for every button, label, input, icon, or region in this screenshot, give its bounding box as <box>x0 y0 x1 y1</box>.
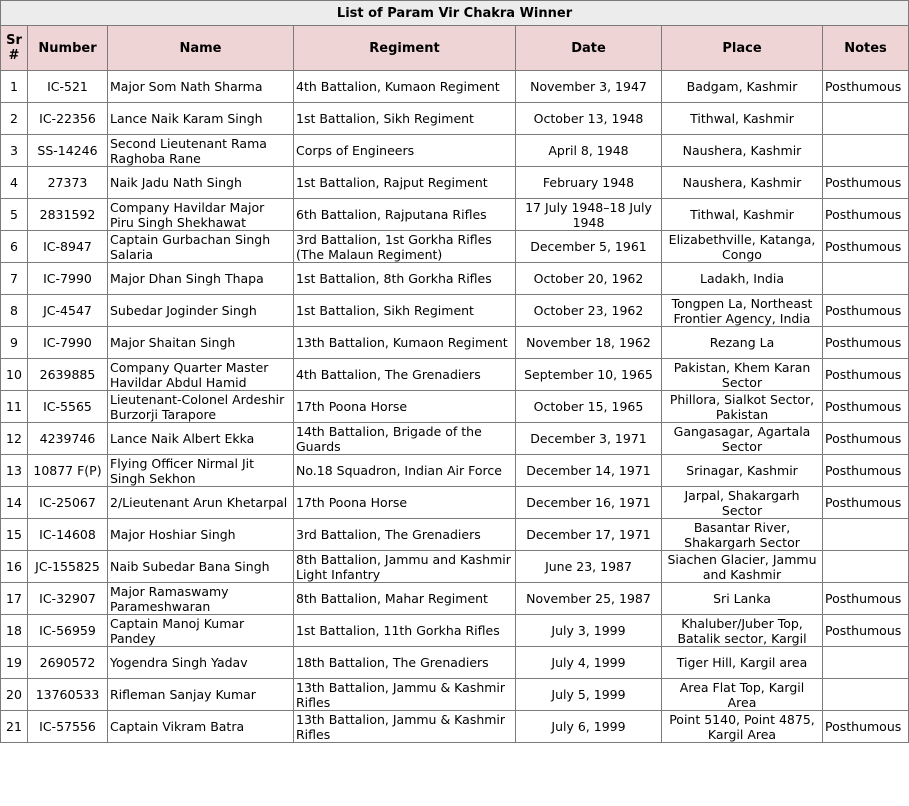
cell-date: October 20, 1962 <box>516 263 662 295</box>
cell-sr: 3 <box>1 135 28 167</box>
cell-place: Tiger Hill, Kargil area <box>662 647 823 679</box>
cell-number: IC-7990 <box>28 327 108 359</box>
table-title-row <box>1 1 909 26</box>
cell-notes <box>823 263 909 295</box>
cell-notes: Posthumous <box>823 359 909 391</box>
header-name: Name <box>108 26 294 71</box>
cell-regiment: 3rd Battalion, 1st Gorkha Rifles (The Malaun Regiment) <box>294 231 516 263</box>
cell-notes: Posthumous <box>823 231 909 263</box>
cell-notes: Posthumous <box>823 391 909 423</box>
cell-date: February 1948 <box>516 167 662 199</box>
cell-notes: Posthumous <box>823 167 909 199</box>
cell-regiment: 17th Poona Horse <box>294 487 516 519</box>
table-row <box>1 199 909 231</box>
cell-date: October 23, 1962 <box>516 295 662 327</box>
cell-place: Gangasagar, Agartala Sector <box>662 423 823 455</box>
table-row <box>1 487 909 519</box>
table-row <box>1 647 909 679</box>
cell-date: December 17, 1971 <box>516 519 662 551</box>
cell-regiment: 1st Battalion, 8th Gorkha Rifles <box>294 263 516 295</box>
cell-date: April 8, 1948 <box>516 135 662 167</box>
cell-number: 10877 F(P) <box>28 455 108 487</box>
cell-notes <box>823 103 909 135</box>
cell-notes: Posthumous <box>823 583 909 615</box>
cell-sr: 7 <box>1 263 28 295</box>
cell-date: 17 July 1948–18 July 1948 <box>516 199 662 231</box>
cell-date: July 3, 1999 <box>516 615 662 647</box>
cell-name: Naib Subedar Bana Singh <box>108 551 294 583</box>
cell-name: Major Shaitan Singh <box>108 327 294 359</box>
cell-date: November 25, 1987 <box>516 583 662 615</box>
cell-regiment: 18th Battalion, The Grenadiers <box>294 647 516 679</box>
cell-sr: 1 <box>1 71 28 103</box>
header-regiment: Regiment <box>294 26 516 71</box>
cell-name: Captain Vikram Batra <box>108 711 294 743</box>
header-number: Number <box>28 26 108 71</box>
cell-place: Elizabethville, Katanga, Congo <box>662 231 823 263</box>
table-body <box>1 71 909 743</box>
table-title: List of Param Vir Chakra Winner <box>1 1 909 26</box>
cell-regiment: 14th Battalion, Brigade of the Guards <box>294 423 516 455</box>
table-row <box>1 359 909 391</box>
cell-place: Point 5140, Point 4875, Kargil Area <box>662 711 823 743</box>
table-row <box>1 391 909 423</box>
cell-sr: 13 <box>1 455 28 487</box>
cell-regiment: 1st Battalion, Sikh Regiment <box>294 295 516 327</box>
cell-regiment: No.18 Squadron, Indian Air Force <box>294 455 516 487</box>
cell-name: 2/Lieutenant Arun Khetarpal <box>108 487 294 519</box>
cell-name: Rifleman Sanjay Kumar <box>108 679 294 711</box>
cell-name: Subedar Joginder Singh <box>108 295 294 327</box>
cell-number: JC-155825 <box>28 551 108 583</box>
cell-name: Captain Gurbachan Singh Salaria <box>108 231 294 263</box>
cell-place: Siachen Glacier, Jammu and Kashmir <box>662 551 823 583</box>
table-row <box>1 615 909 647</box>
cell-name: Major Dhan Singh Thapa <box>108 263 294 295</box>
table-row <box>1 135 909 167</box>
table-row <box>1 519 909 551</box>
cell-notes: Posthumous <box>823 199 909 231</box>
cell-place: Khaluber/Juber Top, Batalik sector, Kargil <box>662 615 823 647</box>
cell-date: December 5, 1961 <box>516 231 662 263</box>
cell-regiment: 13th Battalion, Jammu & Kashmir Rifles <box>294 679 516 711</box>
header-notes: Notes <box>823 26 909 71</box>
cell-date: September 10, 1965 <box>516 359 662 391</box>
cell-name: Lance Naik Albert Ekka <box>108 423 294 455</box>
cell-name: Company Quarter Master Havildar Abdul Hamid <box>108 359 294 391</box>
cell-sr: 2 <box>1 103 28 135</box>
cell-name: Naik Jadu Nath Singh <box>108 167 294 199</box>
cell-place: Basantar River, Shakargarh Sector <box>662 519 823 551</box>
cell-place: Phillora, Sialkot Sector, Pakistan <box>662 391 823 423</box>
table-row <box>1 583 909 615</box>
cell-number: IC-32907 <box>28 583 108 615</box>
cell-notes <box>823 135 909 167</box>
cell-place: Ladakh, India <box>662 263 823 295</box>
cell-sr: 9 <box>1 327 28 359</box>
table-row <box>1 263 909 295</box>
cell-date: October 15, 1965 <box>516 391 662 423</box>
table-row <box>1 327 909 359</box>
table-row <box>1 103 909 135</box>
cell-regiment: 8th Battalion, Jammu and Kashmir Light Infantry <box>294 551 516 583</box>
cell-notes: Posthumous <box>823 71 909 103</box>
table-row <box>1 679 909 711</box>
cell-number: JC-4547 <box>28 295 108 327</box>
cell-notes: Posthumous <box>823 295 909 327</box>
cell-sr: 11 <box>1 391 28 423</box>
cell-sr: 15 <box>1 519 28 551</box>
cell-notes: Posthumous <box>823 711 909 743</box>
cell-place: Sri Lanka <box>662 583 823 615</box>
cell-date: December 16, 1971 <box>516 487 662 519</box>
cell-notes <box>823 551 909 583</box>
cell-regiment: 1st Battalion, Rajput Regiment <box>294 167 516 199</box>
cell-date: October 13, 1948 <box>516 103 662 135</box>
cell-date: November 3, 1947 <box>516 71 662 103</box>
cell-regiment: 17th Poona Horse <box>294 391 516 423</box>
cell-place: Jarpal, Shakargarh Sector <box>662 487 823 519</box>
cell-place: Tongpen La, Northeast Frontier Agency, India <box>662 295 823 327</box>
cell-regiment: 13th Battalion, Jammu & Kashmir Rifles <box>294 711 516 743</box>
cell-number: 27373 <box>28 167 108 199</box>
cell-name: Major Hoshiar Singh <box>108 519 294 551</box>
cell-notes <box>823 519 909 551</box>
table-row <box>1 711 909 743</box>
cell-name: Yogendra Singh Yadav <box>108 647 294 679</box>
table-row <box>1 455 909 487</box>
cell-number: IC-5565 <box>28 391 108 423</box>
table-row <box>1 231 909 263</box>
cell-notes: Posthumous <box>823 423 909 455</box>
cell-sr: 8 <box>1 295 28 327</box>
cell-number: 2639885 <box>28 359 108 391</box>
cell-number: 4239746 <box>28 423 108 455</box>
cell-notes: Posthumous <box>823 615 909 647</box>
cell-date: July 4, 1999 <box>516 647 662 679</box>
cell-place: Tithwal, Kashmir <box>662 199 823 231</box>
cell-sr: 14 <box>1 487 28 519</box>
cell-place: Naushera, Kashmir <box>662 135 823 167</box>
cell-name: Major Ramaswamy Parameshwaran <box>108 583 294 615</box>
cell-name: Second Lieutenant Rama Raghoba Rane <box>108 135 294 167</box>
cell-regiment: 4th Battalion, The Grenadiers <box>294 359 516 391</box>
cell-regiment: 4th Battalion, Kumaon Regiment <box>294 71 516 103</box>
cell-sr: 18 <box>1 615 28 647</box>
cell-name: Lieutenant-Colonel Ardeshir Burzorji Tarapore <box>108 391 294 423</box>
cell-sr: 10 <box>1 359 28 391</box>
table-row <box>1 551 909 583</box>
cell-number: IC-521 <box>28 71 108 103</box>
cell-date: December 3, 1971 <box>516 423 662 455</box>
cell-place: Badgam, Kashmir <box>662 71 823 103</box>
cell-place: Pakistan, Khem Karan Sector <box>662 359 823 391</box>
cell-sr: 16 <box>1 551 28 583</box>
cell-place: Srinagar, Kashmir <box>662 455 823 487</box>
cell-name: Major Som Nath Sharma <box>108 71 294 103</box>
cell-regiment: 3rd Battalion, The Grenadiers <box>294 519 516 551</box>
cell-sr: 5 <box>1 199 28 231</box>
cell-notes: Posthumous <box>823 487 909 519</box>
cell-place: Naushera, Kashmir <box>662 167 823 199</box>
cell-name: Flying Officer Nirmal Jit Singh Sekhon <box>108 455 294 487</box>
cell-place: Rezang La <box>662 327 823 359</box>
cell-place: Tithwal, Kashmir <box>662 103 823 135</box>
cell-date: July 6, 1999 <box>516 711 662 743</box>
cell-number: IC-22356 <box>28 103 108 135</box>
cell-notes: Posthumous <box>823 455 909 487</box>
cell-number: IC-56959 <box>28 615 108 647</box>
table-row <box>1 167 909 199</box>
table-header-row <box>1 26 909 71</box>
header-place: Place <box>662 26 823 71</box>
cell-sr: 19 <box>1 647 28 679</box>
cell-name: Company Havildar Major Piru Singh Shekhawat <box>108 199 294 231</box>
cell-name: Lance Naik Karam Singh <box>108 103 294 135</box>
cell-number: 2831592 <box>28 199 108 231</box>
cell-date: December 14, 1971 <box>516 455 662 487</box>
cell-regiment: 1st Battalion, 11th Gorkha Rifles <box>294 615 516 647</box>
cell-regiment: Corps of Engineers <box>294 135 516 167</box>
cell-regiment: 13th Battalion, Kumaon Regiment <box>294 327 516 359</box>
cell-regiment: 8th Battalion, Mahar Regiment <box>294 583 516 615</box>
cell-number: 13760533 <box>28 679 108 711</box>
cell-sr: 21 <box>1 711 28 743</box>
cell-date: June 23, 1987 <box>516 551 662 583</box>
cell-date: November 18, 1962 <box>516 327 662 359</box>
table-row <box>1 423 909 455</box>
header-date: Date <box>516 26 662 71</box>
table-row <box>1 71 909 103</box>
cell-date: July 5, 1999 <box>516 679 662 711</box>
cell-sr: 20 <box>1 679 28 711</box>
header-sr: Sr # <box>1 26 28 71</box>
cell-name: Captain Manoj Kumar Pandey <box>108 615 294 647</box>
cell-sr: 6 <box>1 231 28 263</box>
cell-sr: 4 <box>1 167 28 199</box>
cell-notes: Posthumous <box>823 327 909 359</box>
cell-notes <box>823 679 909 711</box>
cell-number: IC-14608 <box>28 519 108 551</box>
cell-number: IC-7990 <box>28 263 108 295</box>
cell-number: 2690572 <box>28 647 108 679</box>
table-row <box>1 295 909 327</box>
cell-number: IC-8947 <box>28 231 108 263</box>
cell-number: IC-57556 <box>28 711 108 743</box>
cell-sr: 17 <box>1 583 28 615</box>
cell-sr: 12 <box>1 423 28 455</box>
cell-regiment: 1st Battalion, Sikh Regiment <box>294 103 516 135</box>
cell-number: SS-14246 <box>28 135 108 167</box>
cell-place: Area Flat Top, Kargil Area <box>662 679 823 711</box>
cell-regiment: 6th Battalion, Rajputana Rifles <box>294 199 516 231</box>
cell-number: IC-25067 <box>28 487 108 519</box>
cell-notes <box>823 647 909 679</box>
